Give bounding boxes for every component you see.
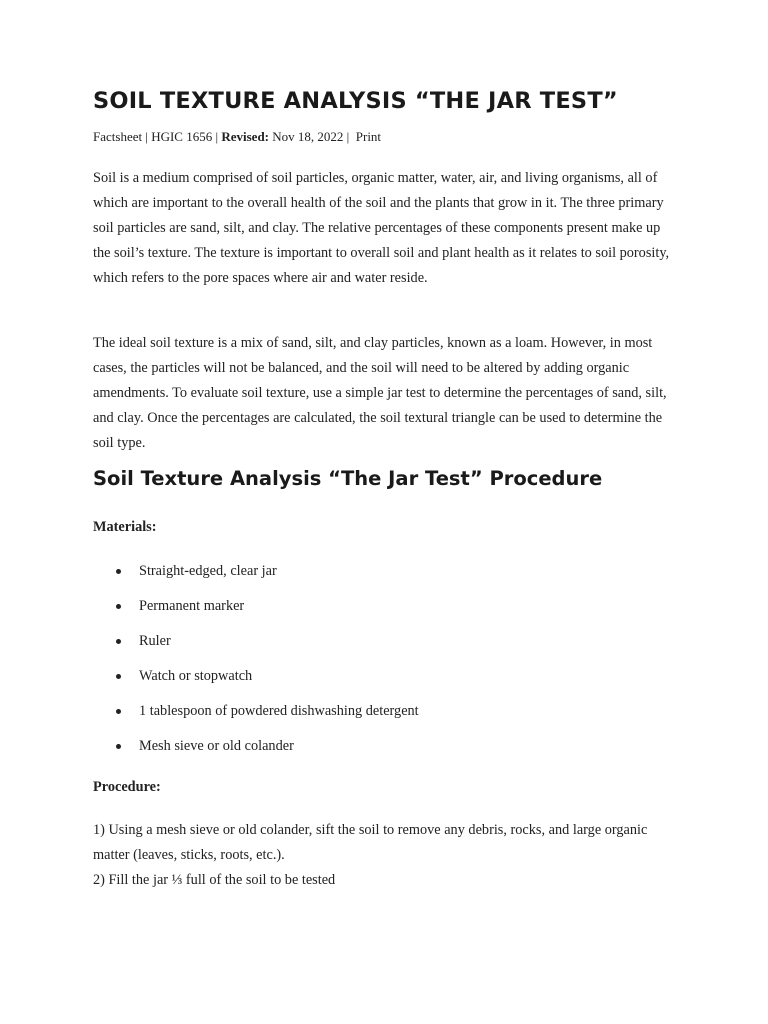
list-item-text: Ruler bbox=[139, 633, 171, 649]
page-title: SOIL TEXTURE ANALYSIS “THE JAR TEST” bbox=[93, 88, 618, 114]
list-item-text: Mesh sieve or old colander bbox=[139, 738, 294, 754]
meta-line: Factsheet | HGIC 1656 | Revised: Nov 18, 2022 | Print bbox=[93, 129, 382, 144]
list-item bbox=[93, 630, 419, 665]
bullet-icon bbox=[116, 744, 121, 749]
procedure-label: Procedure: bbox=[93, 779, 161, 795]
list-item bbox=[93, 735, 419, 770]
procedure-step: 2) Fill the jar ⅓ full of the soil to be tested bbox=[93, 872, 336, 888]
intro-paragraph: Soil is a medium comprised of soil particles, organic matter, water, air, and living organisms, all of which are important to the overall health of the soil and the plants that grow in it. The three primary soil particles are sand, silt, and clay. The relative percentages of these components present make up the soil’s texture. The texture is important to overall soil and plant health as it relates to soil porosity, which refers to the pore spaces where air and water reside. bbox=[93, 170, 670, 286]
loam-paragraph: The ideal soil texture is a mix of sand, silt, and clay particles, known as a loam. However, in most cases, the particles will not be balanced, and the soil will need to be altered by adding organic amendments. To evaluate soil texture, use a simple jar test to determine the percentages of sand, silt, and clay. Once the percentages are calculated, the soil textural triangle can be used to determine the soil type. bbox=[93, 335, 667, 451]
bullet-icon bbox=[116, 569, 121, 574]
list-item bbox=[93, 665, 419, 700]
list-item-text: Watch or stopwatch bbox=[139, 668, 253, 684]
meta-revised-date: Nov 18, 2022 bbox=[272, 129, 344, 144]
bullet-icon bbox=[116, 709, 121, 714]
materials-list bbox=[93, 560, 419, 770]
list-item bbox=[93, 595, 419, 630]
list-item-text: Straight-edged, clear jar bbox=[139, 563, 277, 579]
materials-label: Materials: bbox=[93, 519, 157, 535]
list-item-text: Permanent marker bbox=[139, 598, 245, 614]
list-item bbox=[93, 560, 419, 595]
bullet-icon bbox=[116, 674, 121, 679]
meta-revised-label: Revised: bbox=[221, 129, 270, 144]
list-item-text: 1 tablespoon of powdered dishwashing detergent bbox=[139, 703, 419, 719]
meta-type: Factsheet bbox=[93, 129, 143, 144]
section-heading: Soil Texture Analysis “The Jar Test” Procedure bbox=[93, 467, 603, 490]
procedure-steps bbox=[93, 818, 675, 893]
list-item bbox=[93, 700, 419, 735]
bullet-icon bbox=[116, 604, 121, 609]
procedure-step: 1) Using a mesh sieve or old colander, sift the soil to remove any debris, rocks, and large organic matter (leaves, sticks, roots, etc.). bbox=[93, 822, 648, 863]
print-link[interactable]: Print bbox=[355, 129, 382, 144]
meta-code: HGIC 1656 bbox=[151, 129, 213, 144]
bullet-icon bbox=[116, 639, 121, 644]
